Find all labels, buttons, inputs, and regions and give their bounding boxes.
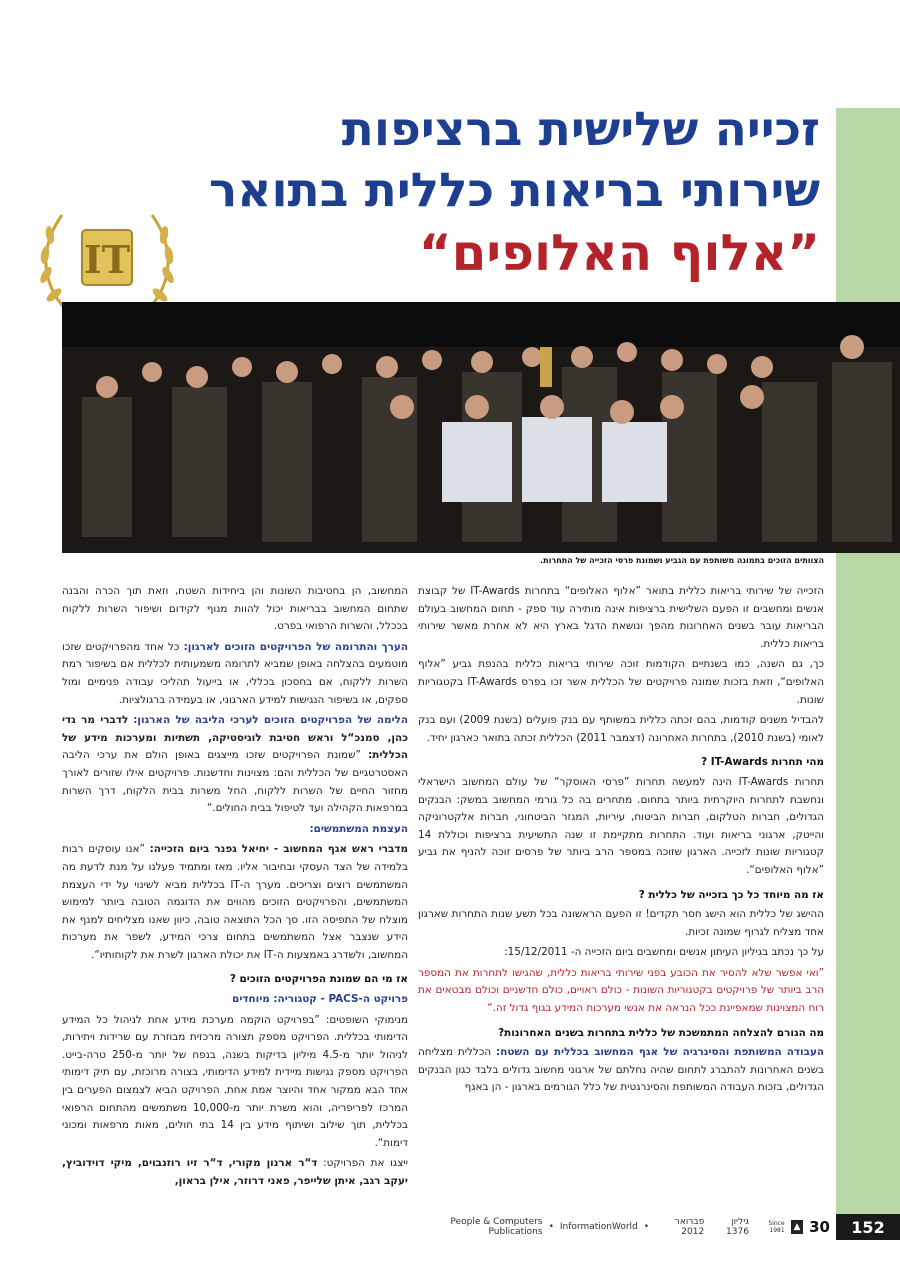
section-heading: מה הגורם להצלחה המתמשכת של כללית בתחרות בשנים האחרונות? — [498, 1026, 824, 1039]
bullet-text: הכללית מצליחה בשנים האחרונות להתברג לתחום שהיה נחלתם של ארגוני מחשוב גדולים בלבד כגון הבנקים הגדולים, בזכות העבודה המשותפת והסינרגטית של כלל הגורמים בארגון - הן באגף — [418, 1046, 824, 1094]
bullet-text: כל אחד מהפרויקטים שזכו מוטמעים בהצלחה באופן שמביא לתרומה משמעותית לכללית אם בשיפור רמת השרות ללקוח, אם בחסכון בכללי, או בייעול תהליכי עבודה פנימיים ומול ספקים, או בשיפור הנגישות למידע הארגוני, או בעמידה ברגולציות. — [62, 640, 408, 706]
section-heading: אז מי הם שמונת הפרויקטים הזוכים ? — [229, 973, 408, 986]
bullet-lead: העבודה המשותפת והסינרגיה של אגף המחשוב בכללית עם השטח: — [496, 1046, 824, 1059]
bullet-lead: הערך והתרומה של הפרויקטים הזוכים לארגון: — [183, 640, 408, 653]
decorative-side-bar — [836, 108, 900, 1238]
paragraph — [62, 712, 408, 818]
paragraph-text: ייצגו את הפרויקט: — [323, 1157, 409, 1170]
since-label: Since 1981 — [768, 1220, 785, 1234]
anniversary-logo: 30 — [809, 1218, 830, 1236]
paragraph: תחרות IT-Awards הינה למעשה תחרות ”פרסי האוסקר“ של עולם המחשוב הישראלי ונחשבת לתחרות היוקרתית ביותר בתחום. מתחרים בה כל גורמי המחשוב במשק: הבנקים הגדולים, חברות הטלקום, חברות הביטוח, עיריות, המגזר הביטחוני, חברות אלקטרוניקה והייטק, ארגוני בריאות ועוד. התחרות מתקיימת זו שנה התשיעית ברציפות וכוללת 14 קטגוריות שונות לזכייה. הארגון שזוכה במספר הרב ביותר של פרסים זוכה להניף את גביע ”אלוף האלופים“. — [418, 775, 824, 876]
paragraph — [418, 1044, 824, 1097]
brand-name: InformationWorld — [559, 1222, 638, 1232]
paragraph: המחשוב, הן בחטיבות השונות והן ביחידות השטח, וזאת תוך הכרה והבנה שתחום המחשוב בבריאות יכול להוות מנוף לקידום ושיפור השרות ללקוח בככלל, והשרות הרפואי בפרט. — [62, 585, 408, 633]
publisher-icon: ▲ — [791, 1220, 803, 1234]
paragraph: מנימוקי השופטים: ”בפרויקט הוקמה מערכת מידע אחת לניהול כל המידע הדימותי בכללית. הפרויקט מספק תצורה מרכזית מבוזרת עם שרידות ויתירות, לניהול יותר מ-4.5 מיליון בדיקות בשנה, בנפח של יותר מ-250 טרה-בייט. הפרויקט מספק נגישות מיידית למידע הדימותי, בצורה מרוכזת, עם תיק דימותי אחד הבא ממקור אחד והיוצר אמת אחת. הפרויקט הביא לצמצום הפערים בין המרכז לפריפריה, והוא משרת יותר מ-10,000 משתמשים מהתחום הרפואי בכללית, תוך שילוב ושיתוף מידע בין 14 בתי חולים, מאות מרפאות ומכוני דימות“. — [62, 1013, 408, 1149]
issue-date: פברואר 2012 — [674, 1217, 705, 1237]
bullet-text: ”שמונת הפרויקטים שזכו מייצגים באופן הולם את ערכי הליבה האסטרטגיים של הכללית והם: מצוינות וחדשנות. פרויקטים אילו שזורים לאורך מחזור החיים של השרות ללקוח, החל משרות בבית הלקוח, דרך השרות במרפאות הקהילה ועד לטיפול בבית החולים.“ — [62, 749, 408, 815]
team-names: ד“ר ארנון מקורי, ד“ר זיו רוזנבוים, מיקי דוידוביץ, יעקב רגב, איתן שלייפר, פאני דרוזר, אילן בראון, — [62, 1157, 408, 1187]
group-photo — [62, 302, 900, 553]
article-column-left — [62, 583, 408, 1194]
paragraph: הזכייה של שירותי בריאות כללית בתואר ”אלוף האלופים“ בתחרות IT-Awards של קבוצת אנשים ומחשבים זו הפעם השלישית ברציפות אינה מותירה עוד ספק - תחום המחשוב בעולם הבריאות עובר בשנים האחרונות מהפך ונושאת הדגל בארץ היא לא אחרת מאשר שירותי בריאות כללית. — [418, 585, 824, 650]
headline-line-2: שירותי בריאות כללית בתואר — [208, 163, 820, 218]
separator-dot: • — [643, 1222, 650, 1232]
headline-line-1: זכייה שלישית ברציפות — [341, 102, 820, 157]
issue-number: גיליון 1376 — [726, 1217, 749, 1237]
article-column-right — [418, 583, 824, 1100]
paragraph — [62, 639, 408, 709]
paragraph: על כך נכתב בגיליון העיתון אנשים ומחשבים ביום הזכייה ה- 15/12/2011: — [504, 946, 824, 959]
quote-attribution: לדברי מר גדי כהן, סמנכ“ל וראש חטיבת לוגיסטיקה, תשתיות ומערכות מידע של הכללית: — [62, 714, 409, 762]
section-heading: מהי תחרות IT-Awards ? — [701, 756, 824, 769]
paragraph — [62, 1155, 408, 1190]
page-number: 152 — [836, 1214, 900, 1240]
bullet-lead: הלימה של הפרויקטים הזוכים לערכי הליבה של הארגון: — [133, 714, 409, 727]
page-footer — [410, 1216, 830, 1238]
headline-line-3: ”אלוף האלופים“ — [418, 224, 820, 282]
photo-caption: הצוותים הזוכים בתמונה משותפת עם הגביע ושמונת פרסי הזכייה של התחרות. — [540, 556, 824, 565]
paragraph — [62, 991, 408, 1009]
separator-dot: • — [548, 1222, 554, 1232]
svg-text:IT: IT — [83, 237, 131, 282]
paragraph: להבדיל משנים קודמות, בהם זכתה כללית במשותף עם בנק פועלים (בשנת 2009) ועם בנק לאומי (בשנת 2010), בתחרות האחרונה (דצמבר 2011) הכללית זכתה בתואר כארגון יחיד. — [418, 714, 824, 744]
paragraph — [62, 841, 408, 964]
paragraph — [62, 821, 408, 839]
paragraph: ההישג של כללית הוא הישג חסר תקדים! זו הפעם הראשונה בכל תשע שנות התחרות שארגון אחד מצליח לגרוף שמונה זכיות. — [418, 908, 824, 938]
pull-quote: ”ואי אפשר שלא להסיר את הכובע בפני שירותי בריאות כללית, שהגישו לתחרות את המספר הרב ביותר של פרויקטים בקטגוריות השונות - כולם ראויים, כולם חדשניים וכולם מבטאים את רוח המצוינות שמאפיינת ככל הנראה את אנשי מערכות המידע בגוף גדול זה.“ — [418, 966, 824, 1015]
bullet-lead: העצמת המשתמשים: — [309, 822, 408, 835]
paragraph-text: ”אנו עוסקים רבות בלמידה של הצד העסקי ובחיבור אליו. מאז ומתמיד פעלנו על מנת לדעת מה המשתמשים רוצים וצריכים. מערך ה-IT בכללית מביא לשינוי על ידי העצמת המשתמשים, והפרויקטים הזוכים מהווים את הדוגמה הטובה ביותר למימוש מוצלח של התפיסה הזו. סך הכל התוצאה טובה, כיוון שאנו מצליחים למנף את הידע שנצבר אצל המשתמשים בתחום צרכי המידע, לשפר את מערכות המחשוב, ולשדרג באמצעות ה-IT את יכולת הארגון לשרת את לקוחותיו“. — [62, 843, 408, 961]
quote-attribution: מדברי ראש אגף המחשוב - יחיאל גפנר ביום הזכייה: — [149, 843, 408, 856]
paragraph: כך, גם השנה, כמו בשנתיים הקודמות זוכה שירותי בריאות כללית בהנפת גביע ”אלוף האלופים“, וזאת בזכות שמונה פרויקטים של הכללית אשר זכו בפרס IT-Awards בקטגוריות שונות. — [418, 658, 824, 706]
project-title: פרויקט ה-PACS - קטגוריה: מיוחדים — [232, 993, 408, 1006]
publisher-name: People & Computers Publications — [450, 1217, 543, 1237]
section-heading: אז מה מיוחד כל כך בזכייה של כללית ? — [638, 888, 824, 901]
